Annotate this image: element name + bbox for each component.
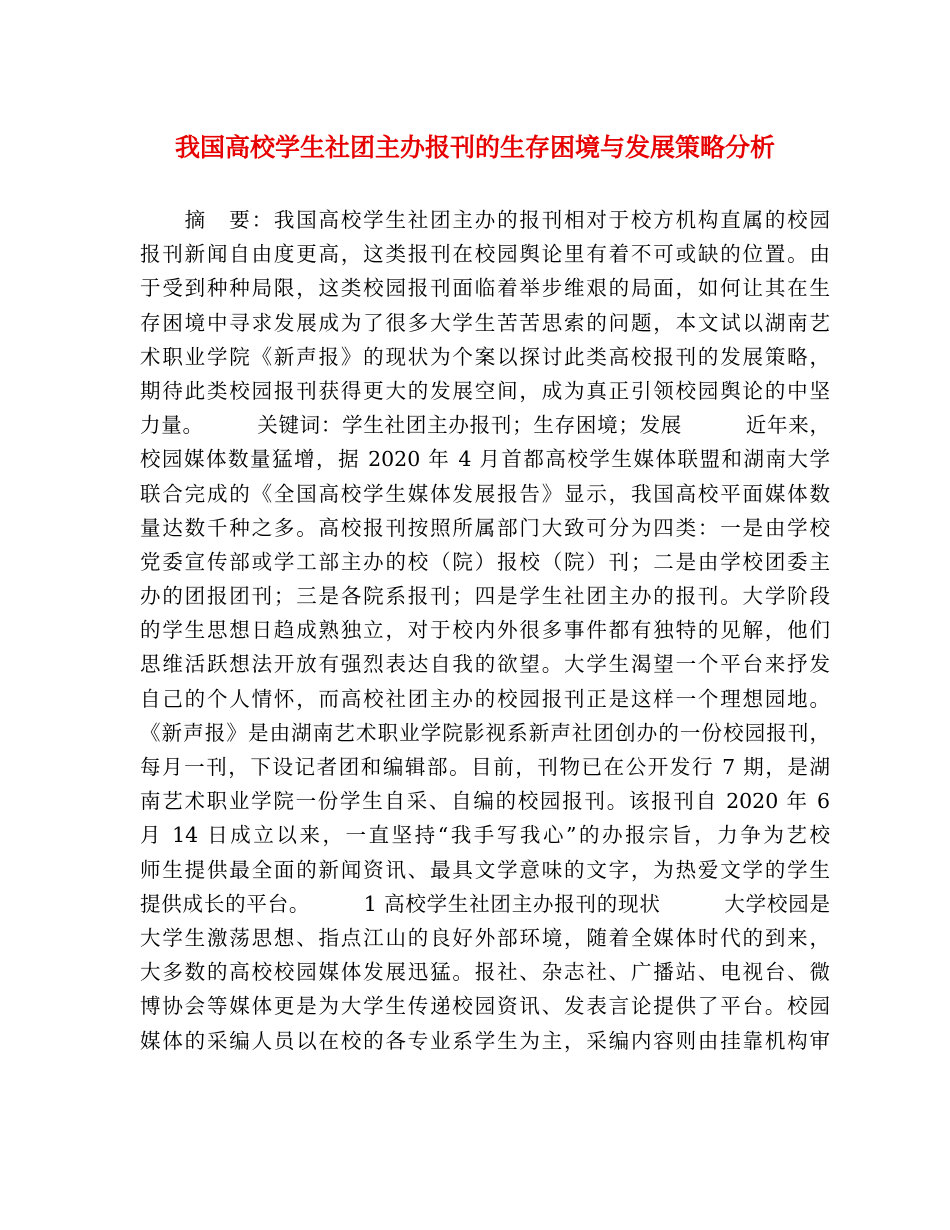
body-line: 南艺术职业学院一份学生自采、自编的校园报刊。该报刊自 2020 年 6 [140,789,830,814]
body-line: 存困境中寻求发展成为了很多大学生苦苦思索的问题，本文试以湖南艺 [140,310,830,335]
body-line: 师生提供最全面的新闻资讯、最具文学意味的文字，为热爱文学的学生 [140,857,830,882]
body-line: 办的团报团刊；三是各院系报刊；四是学生社团主办的报刊。大学阶段 [140,584,830,609]
body-line: 月 14 日成立以来，一直坚持“我手写我心”的办报宗旨，力争为艺校 [140,823,830,848]
body-line: 于受到种种局限，这类校园报刊面临着举步维艰的局面，如何让其在生 [140,276,830,301]
article-body [140,203,830,1058]
body-line: 联合完成的《全国高校学生媒体发展报告》显示，我国高校平面媒体数 [140,481,830,506]
body-line: 《新声报》是由湖南艺术职业学院影视系新声社团创办的一份校园报刊， [140,720,830,745]
body-line: 每月一刊，下设记者团和编辑部。目前，刊物已在公开发行 7 期，是湖 [140,755,830,779]
body-line: 的学生思想日趋成熟独立，对于校内外很多事件都有独特的见解，他们 [140,618,830,643]
body-line: 媒体的采编人员以在校的各专业系学生为主，采编内容则由挂靠机构审 [140,1028,830,1053]
body-line: 期待此类校园报刊获得更大的发展空间，成为真正引领校园舆论的中坚 [140,378,830,403]
body-line: 术职业学院《新声报》的现状为个案以探讨此类高校报刊的发展策略， [140,344,830,369]
body-line: 校园媒体数量猛增，据 2020 年 4 月首都高校学生媒体联盟和湖南大学 [140,447,830,472]
body-line: 博协会等媒体更是为大学生传递校园资讯、发表言论提供了平台。校园 [140,994,830,1019]
body-line: 党委宣传部或学工部主办的校（院）报校（院）刊；二是由学校团委主 [140,549,830,574]
body-line: 力量。 关键词：学生社团主办报刊；生存困境；发展 近年来， [140,413,830,438]
body-line: 摘 要：我国高校学生社团主办的报刊相对于校方机构直属的校园 [140,208,830,232]
body-line: 大学生激荡思想、指点江山的良好外部环境，随着全媒体时代的到来， [140,925,830,950]
body-line: 思维活跃想法开放有强烈表达自我的欲望。大学生渴望一个平台来抒发 [140,652,830,677]
body-line: 量达数千种之多。高校报刊按照所属部门大致可分为四类：一是由学校 [140,515,830,540]
document-title: 我国高校学生社团主办报刊的生存困境与发展策略分析 [174,133,775,162]
body-line: 提供成长的平台。 1 高校学生社团主办报刊的现状 大学校园是 [140,891,830,916]
body-line: 自己的个人情怀，而高校社团主办的校园报刊正是这样一个理想园地。 [140,686,830,711]
body-line: 大多数的高校校园媒体发展迅猛。报社、杂志社、广播站、电视台、微 [140,960,830,985]
body-line: 报刊新闻自由度更高，这类报刊在校园舆论里有着不可或缺的位置。由 [140,242,830,267]
